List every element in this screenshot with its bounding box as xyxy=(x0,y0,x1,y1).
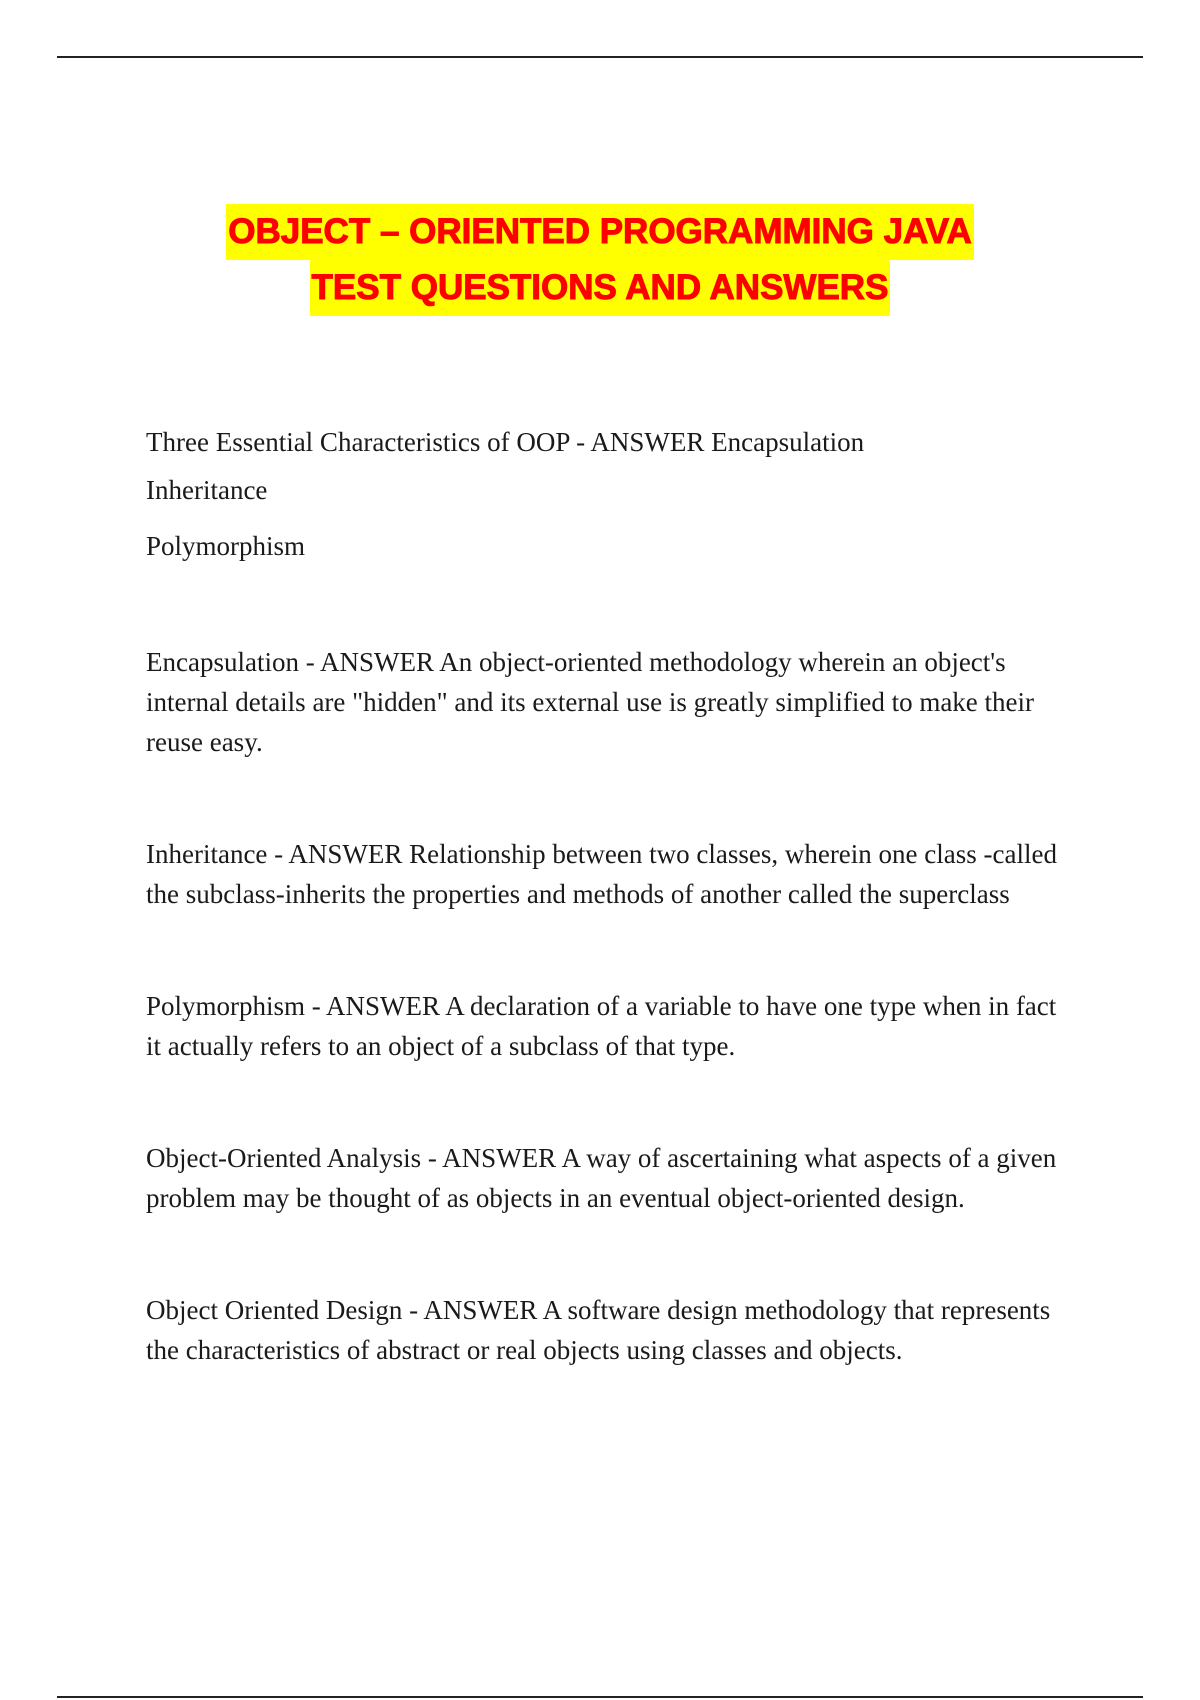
bottom-rule xyxy=(57,1696,1143,1698)
qa-entry-text: Object-Oriented Analysis - ANSWER A way of ascertaining what aspects of a given problem may be thought of as objects in an eventual object-oriented design. xyxy=(146,1143,1057,1213)
qa-entry-encapsulation xyxy=(146,642,1066,762)
qa-entry-polymorphism xyxy=(146,986,1066,1066)
qa-entry-text: Encapsulation - ANSWER An object-oriented methodology wherein an object's internal details are "hidden" and its external use is greatly simplified to make their reuse easy. xyxy=(146,647,1035,757)
qa-entry-ood xyxy=(146,1290,1066,1370)
qa-entry-text: Inheritance - ANSWER Relationship between two classes, wherein one class -called the subclass-inherits the properties and methods of another called the superclass xyxy=(146,839,1057,909)
title-line-2: TEST QUESTIONS AND ANSWERS xyxy=(310,260,891,316)
qa-list xyxy=(146,422,1066,1370)
qa-entry-oop-characteristics xyxy=(146,422,1066,574)
document-title xyxy=(0,204,1200,316)
title-line-1: OBJECT – ORIENTED PROGRAMMING JAVA xyxy=(226,204,974,260)
characteristics-list xyxy=(146,462,1066,574)
list-item: Polymorphism xyxy=(146,531,306,561)
qa-entry-text: Three Essential Characteristics of OOP - ANSWER Encapsulation xyxy=(146,427,865,457)
list-item: Inheritance xyxy=(146,475,268,505)
qa-entry-ooa xyxy=(146,1138,1066,1218)
qa-entry-inheritance xyxy=(146,834,1066,914)
top-rule xyxy=(57,56,1143,58)
qa-entry-text: Polymorphism - ANSWER A declaration of a variable to have one type when in fact it actually refers to an object of a subclass of that type. xyxy=(146,991,1057,1061)
qa-entry-text: Object Oriented Design - ANSWER A software design methodology that represents the characteristics of abstract or real objects using classes and objects. xyxy=(146,1295,1051,1365)
